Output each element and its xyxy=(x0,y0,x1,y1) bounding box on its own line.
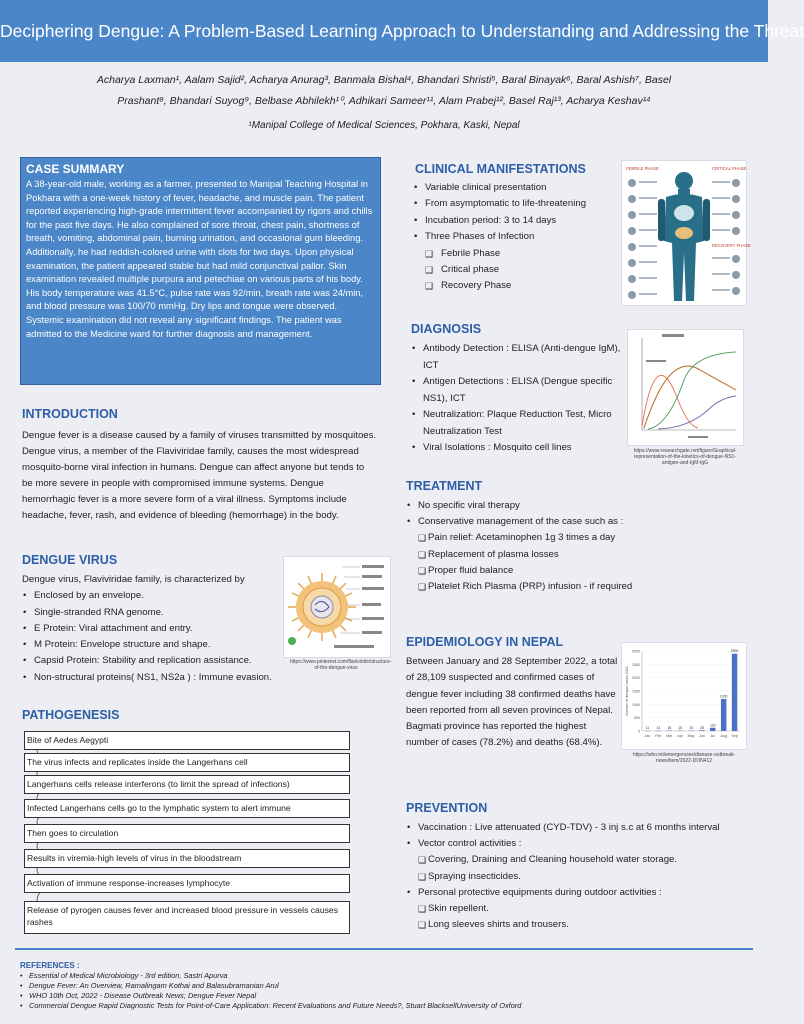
case-summary-box xyxy=(20,157,381,385)
chart-y-tick-label: 0 xyxy=(638,729,640,734)
virus-figure-caption: https://www.pinterest.com/flavivirids/structure-of-the-dengue-virus xyxy=(290,659,392,671)
diagnosis-list xyxy=(411,341,621,457)
diagnosis-heading: DIAGNOSIS xyxy=(411,322,482,336)
list-item: • Antibody Detection : ELISA (Anti-dengue IgM), ICT xyxy=(411,341,621,374)
prevention-sub-item: ❑ Covering, Draining and Cleaning household water storage. xyxy=(406,852,751,868)
references xyxy=(20,961,750,1011)
prevention-sub-item: ❑ Spraying insecticides. xyxy=(406,869,751,885)
list-item: • Vaccination : Live attenuated (CYD-TDV) - 3 inj s.c at 6 months interval xyxy=(406,820,751,836)
epidemiology-chart xyxy=(621,642,747,750)
introduction-heading: INTRODUCTION xyxy=(22,407,118,421)
authors xyxy=(20,70,748,112)
introduction-text: Dengue fever is a disease caused by a family of viruses transmitted by mosquitoes. Dengue virus, a member of the Flaviviridae family, causes the most widespread mosquito-borne viral infection in humans. Dengue can affect anyone but tends to be more severe in people with compromised immune systems. Dengue hemorrhagic fever is a more severe form of a viral illness. Symptoms include headache, fever, rash, and evidence of bleeding (hemorrhage) in the body. xyxy=(22,430,377,521)
epidemiology-text: Between January and 28 September 2022, a total of 28,109 suspected and confirmed cases of dengue fever including 38 confirmed deaths have been reported from all seven provinces of Nepal. Bagmati province has reported the highest number of cases (78.2%) and deaths (68.4%). xyxy=(406,656,618,749)
list-item: • No specific viral therapy xyxy=(406,498,706,514)
chart-data-label: 1200 xyxy=(719,694,728,699)
authors-line-1: Acharya Laxman¹, Aalam Sajid², Acharya Anurag³, Banmala Bishal⁴, Bhandari Shristi⁵, Baral Binayak⁶, Baral Ashish⁷, Basel xyxy=(96,74,672,86)
reference-item: • Essential of Medical Microbiology - 3rd edition, Sastri Apurva xyxy=(20,971,750,981)
chart-data-label: 28 xyxy=(699,725,704,730)
phase-item: ❑ Recovery Phase xyxy=(413,278,618,294)
case-summary-text: A 38-year-old male, working as a farmer, presented to Manipal Teaching Hospital in Pokhara with a one-week history of fever, headache, and muscle pain. The patient reported experiencing high-grade intermittent fever accompanied by rigors and chills for the past five days. He also complained of sore throat, chest pain, shortness of breath, vomiting, abdominal pain, burning urination, and occasional gum bleeding. Additionally, he had reddish-colored urine with clots for two days. Upon physical examination, the patient appeared stable but had mild conjunctival pallor. Skin examination revealed multiple purpura and petechiae on various parts of his body. His body temperature was 41.5°C, pulse rate was 92/min, breath rate was 24/min, and blood pressure was 100/70 mmHg. Dry lips and tongue were observed. Systemic examination did not reveal any significant findings. The patient was admitted to the Medicine ward for further diagnosis and management. xyxy=(26,179,373,339)
chart-x-tick-label: May xyxy=(687,734,695,738)
reference-item: • WHO 10th Oct, 2022 - Disease Outbreak News; Dengue Fever Nepal xyxy=(20,991,750,1001)
chart-y-tick-label: 500 xyxy=(634,716,640,721)
clinical-list xyxy=(413,180,618,295)
treatment-list xyxy=(406,498,706,595)
chart-bar xyxy=(699,730,704,731)
chart-data-label: 15 xyxy=(678,726,683,731)
chart-x-tick-label: Sep xyxy=(731,734,738,738)
epidemiology-bar-chart xyxy=(622,643,746,749)
pathogenesis-step-4: Infected Langerhans cells go to the lymphatic system to alert immune xyxy=(24,799,350,818)
chart-data-label: 15 xyxy=(689,726,693,731)
chart-x-tick-label: Jan xyxy=(644,734,651,738)
pathogenesis-step-7: Activation of immune response-increases lymphocyte xyxy=(24,874,350,893)
list-item: • Single-stranded RNA genome. xyxy=(22,605,282,621)
treatment-sub-item: ❑ Pain relief: Acetaminophen 1g 3 times a day xyxy=(406,530,706,546)
list-item: • Variable clinical presentation xyxy=(413,180,618,196)
treatment-sub-item: ❑ Platelet Rich Plasma (PRP) infusion - if required xyxy=(406,579,706,595)
chart-y-tick-label: 3000 xyxy=(632,649,640,654)
dengue-virus-intro: Dengue virus, Flaviviridae family, is characterized by xyxy=(22,574,245,585)
pathogenesis-step-1: Bite of Aedes Aegypti xyxy=(24,731,350,750)
case-summary-title: CASE SUMMARY xyxy=(26,162,125,176)
diagnosis-kinetics-figure xyxy=(627,329,744,446)
virus-structure-icon xyxy=(284,557,390,657)
list-item: • From asymptomatic to life-threatening xyxy=(413,196,618,212)
list-item: • Incubation period: 3 to 14 days xyxy=(413,213,618,229)
chart-bar xyxy=(721,699,726,731)
figure-label: FEBRILE PHASE xyxy=(626,166,659,171)
list-item: • Neutralization: Plaque Reduction Test, Micro Neutralization Test xyxy=(411,407,621,440)
treatment-sub-item: ❑ Replacement of plasma losses xyxy=(406,547,706,563)
list-item: • Vector control activities : xyxy=(406,836,751,852)
human-body-icon xyxy=(622,161,751,305)
reference-item: • Dengue Fever: An Overview, Ramalingam Kothai and Balasubramanian Arul xyxy=(20,981,750,991)
poster-title: Deciphering Dengue: A Problem-Based Learning Approach to Understanding and Addressing the Threat xyxy=(0,0,768,62)
epidemiology-figure-caption: https://who.int/emergencies/disease-outbreak-news/item/2022-DON412 xyxy=(632,752,736,764)
treatment-sub-item: ❑ Proper fluid balance xyxy=(406,563,706,579)
chart-x-tick-label: Jul xyxy=(710,734,716,738)
reference-item: • Commercial Dengue Rapid Diagnostic Tests for Point-of-Care Application: Recent Evaluations and Future Needs?, Stuart BlacksellUniversity of Oxford xyxy=(20,1001,750,1011)
references-title: REFERENCES : xyxy=(20,961,80,970)
list-item: • Enclosed by an envelope. xyxy=(22,588,282,604)
prevention-sub-item: ❑ Skin repellent. xyxy=(406,901,751,917)
chart-x-tick-label: Apr xyxy=(677,734,683,738)
chart-data-label: 120 xyxy=(709,723,716,728)
figure-label: CRITICAL PHASE xyxy=(712,166,747,171)
list-item: • Personal protective equipments during outdoor activities : xyxy=(406,885,751,901)
clinical-heading: CLINICAL MANIFESTATIONS xyxy=(415,162,586,176)
prevention-list xyxy=(406,820,751,933)
chart-x-tick-label: Jun xyxy=(698,734,705,738)
chart-y-axis-label: Number of dengue cases 2022 xyxy=(625,666,629,716)
pathogenesis-step-5: Then goes to circulation xyxy=(24,824,350,843)
chart-data-label: 18 xyxy=(667,726,672,731)
pathogenesis-heading: PATHOGENESIS xyxy=(22,708,120,722)
phase-item: ❑ Critical phase xyxy=(413,262,618,278)
phase-item: ❑ Febrile Phase xyxy=(413,246,618,262)
pathogenesis-step-2: The virus infects and replicates inside the Langerhans cell xyxy=(24,753,350,772)
figure-label: RECOVERY PHASE xyxy=(712,243,751,248)
diagnosis-figure-caption: https://www.researchgate.net/figure/Graphical-representation-of-the-kinetics-of-dengue-NS1-antigen-and-IgM-IgG xyxy=(633,448,737,466)
list-item: • Conservative management of the case such as : xyxy=(406,514,706,530)
pathogenesis-step-8: Release of pyrogen causes fever and increased blood pressure in vessels causes rashes xyxy=(24,901,350,934)
dengue-virus-list xyxy=(22,572,282,686)
chart-x-tick-label: Mar xyxy=(666,734,673,738)
list-item: • M Protein: Envelope structure and shape. xyxy=(22,637,282,653)
pathogenesis-step-6: Results in viremia-high levels of virus in the bloodstream xyxy=(24,849,350,868)
chart-data-label: 2900 xyxy=(730,649,739,654)
chart-x-tick-label: Feb xyxy=(655,734,662,738)
chart-x-tick-label: Aug xyxy=(720,734,727,738)
list-item: • Antigen Detections : ELISA (Dengue specific NS1), ICT xyxy=(411,374,621,407)
list-item: • Three Phases of Infection xyxy=(413,229,618,245)
chart-y-tick-label: 2500 xyxy=(632,662,640,667)
affiliation: ¹Manipal College of Medical Sciences, Pokhara, Kaski, Nepal xyxy=(248,120,520,131)
clinical-phases-figure xyxy=(621,160,751,306)
references-divider xyxy=(15,948,753,950)
list-item: • E Protein: Viral attachment and entry. xyxy=(22,621,282,637)
kinetics-graph-icon xyxy=(628,330,743,445)
chart-data-label: 11 xyxy=(645,726,650,731)
chart-bar xyxy=(710,728,715,731)
prevention-sub-item: ❑ Long sleeves shirts and trousers. xyxy=(406,917,751,933)
virus-structure-figure xyxy=(283,556,391,658)
chart-y-tick-label: 2000 xyxy=(632,676,640,681)
chart-y-tick-label: 1000 xyxy=(632,702,640,707)
epidemiology-heading: EPIDEMIOLOGY IN NEPAL xyxy=(406,635,564,649)
chart-data-label: 13 xyxy=(656,726,661,731)
list-item: • Capsid Protein: Stability and replication assistance. xyxy=(22,653,282,669)
prevention-heading: PREVENTION xyxy=(406,801,488,815)
list-item: • Non-structural proteins( NS1, NS2a ) : Immune evasion. xyxy=(22,670,282,686)
pathogenesis-step-3: Langerhans cells release interferons (to limit the spread of infections) xyxy=(24,775,350,794)
list-item: • Viral Isolations : Mosquito cell lines xyxy=(411,440,621,457)
chart-y-tick-label: 1500 xyxy=(632,689,640,694)
authors-line-2: Prashant⁸, Bhandari Suyog⁹, Belbase Abhilekh¹⁰, Adhikari Sameer¹¹, Alam Prabej¹², Basel Raj¹³, Acharya Keshav¹⁴ xyxy=(117,95,651,107)
chart-bar xyxy=(732,654,737,731)
dengue-virus-heading: DENGUE VIRUS xyxy=(22,553,118,567)
treatment-heading: TREATMENT xyxy=(406,479,483,493)
